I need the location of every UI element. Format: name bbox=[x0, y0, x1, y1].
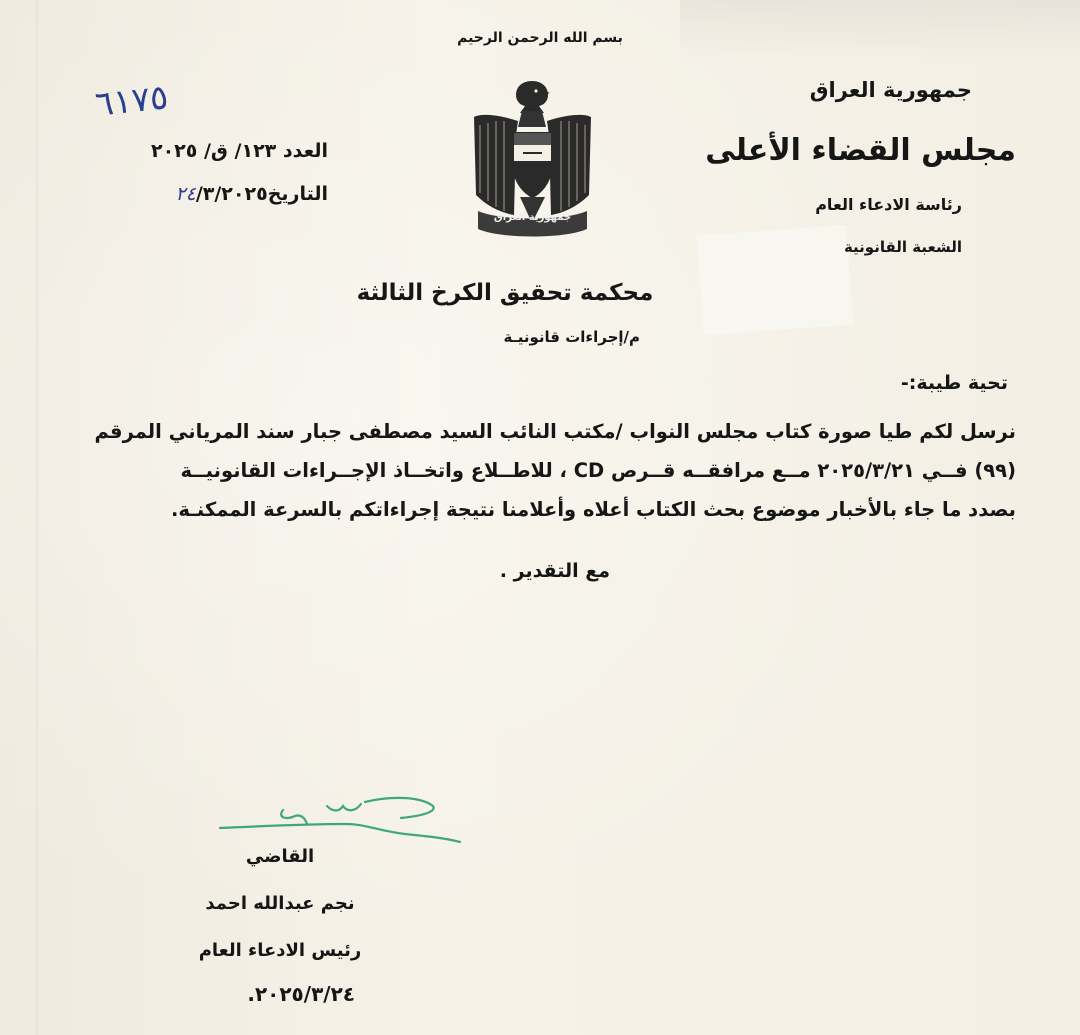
signatory-title: القاضي bbox=[245, 846, 315, 867]
date-handwritten-day: ٢٤ bbox=[175, 183, 196, 205]
body-line-2: (٩٩) فــي ٢٠٢٥/٣/٢١ مــع مرافقــه قــرص CD ، للاطــلاع واتخــاذ الإجــراءات القانونيــة bbox=[180, 459, 1016, 482]
closing-regards: مع التقدير . bbox=[499, 560, 610, 582]
date-label: التاريخ bbox=[267, 183, 328, 205]
paper-fold bbox=[36, 0, 38, 1035]
recipient-court: محكمة تحقيق الكرخ الثالثة bbox=[356, 280, 654, 306]
letter-body bbox=[66, 412, 1016, 529]
handwritten-number: ٦١٧٥ bbox=[93, 77, 171, 125]
date-rest: /٣/٢٠٢٥ bbox=[195, 183, 268, 205]
header-division: الشعبة القانونية bbox=[843, 238, 962, 256]
header-council: مجلس القضاء الأعلى bbox=[705, 133, 1016, 168]
signatory-name: نجم عبدالله احمد bbox=[205, 893, 355, 914]
basmala: بسم الله الرحمن الرحيم bbox=[457, 30, 623, 46]
photo-shadow bbox=[680, 0, 1080, 60]
reference-date bbox=[108, 183, 328, 205]
reference-number: العدد ١٢٣/ ق/ ٢٠٢٥ bbox=[150, 140, 328, 162]
greeting: تحية طيبة:- bbox=[900, 372, 1008, 394]
signatory-position: رئيس الادعاء العام bbox=[198, 940, 362, 961]
subject-line: م/إجراءات قانونيـة bbox=[503, 328, 640, 346]
header-presidency: رئاسة الادعاء العام bbox=[815, 195, 962, 214]
signatory-block bbox=[160, 842, 400, 983]
body-line-1: نرسل لكم طيا صورة كتاب مجلس النواب /مكتب النائب السيد مصطفى جبار سند المرياني المرقم bbox=[94, 420, 1016, 443]
signature-date: ٢٠٢٥/٣/٢٤. bbox=[247, 982, 355, 1006]
body-line-3: بصدد ما جاء بالأخبار موضوع بحث الكتاب أعلاه وأعلامنا نتيجة إجراءاتكم بالسرعة الممكنـة. bbox=[171, 498, 1016, 521]
header-republic: جمهورية العراق bbox=[809, 78, 972, 102]
emblem-scroll-text: جمهورية العراق bbox=[493, 212, 572, 223]
